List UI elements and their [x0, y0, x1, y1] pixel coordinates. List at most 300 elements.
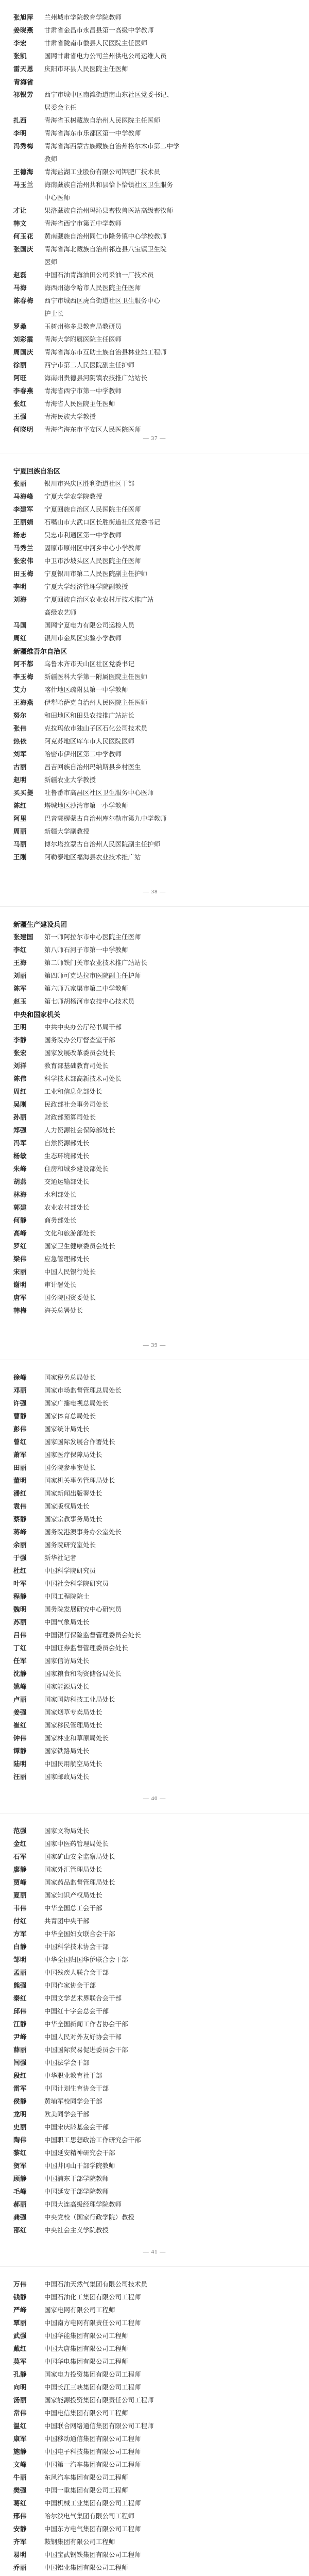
- person-title: 中国作家协会干部: [44, 1982, 96, 1989]
- list-item: [13, 11, 296, 24]
- document-page: [0, 1360, 309, 1814]
- person-title: 民政部社会事务司处长: [44, 1101, 109, 1108]
- person-title: 中国科学技术协会干部: [44, 1943, 109, 1951]
- list-item: [13, 1642, 296, 1655]
- list-item: [13, 63, 296, 76]
- person-title: 中国机械工业集团有限公司工程师: [44, 2500, 141, 2507]
- person-title: 中国银行保险监督管理委员会处长: [44, 1632, 141, 1639]
- person-title: 青海省海北藏族自治州祁连县八宝镇卫生院: [44, 246, 167, 253]
- entry-continuation: 居委会主任: [44, 104, 77, 111]
- person-name: 冯军: [13, 1140, 27, 1147]
- list-item: [13, 619, 296, 632]
- person-name: 段红: [13, 2072, 27, 2079]
- person-name: 余丽: [13, 1541, 27, 1549]
- person-name: 王明: [13, 1024, 27, 1031]
- list-item: [13, 140, 296, 153]
- person-name: 张宏伟: [13, 557, 34, 565]
- person-title: 工业和信息化部处长: [44, 1088, 102, 1095]
- person-title: 国家粮食和物资储备局处长: [44, 1670, 122, 1677]
- list-item: [13, 1616, 296, 1629]
- person-name: 李春燕: [13, 387, 34, 395]
- person-name: 贺军: [13, 2162, 27, 2170]
- person-name: 董明: [13, 1477, 27, 1484]
- entry-continuation: 医师: [44, 259, 58, 266]
- person-title: 海西州德令哈市人民医院主任医师: [44, 284, 141, 292]
- person-title: 中国东方电气集团有限公司工程师: [44, 2526, 141, 2533]
- person-name: 马玉兰: [13, 181, 34, 189]
- person-name: 姚峰: [13, 1683, 27, 1690]
- person-title: 国家宗教事务局处长: [44, 1516, 102, 1523]
- list-item: [13, 1397, 296, 1410]
- person-title: 国家知识产权局处长: [44, 1892, 102, 1899]
- person-title: 鞍钢集团有限公司工程师: [44, 2538, 115, 2546]
- list-item: [13, 697, 296, 709]
- list-item: [13, 735, 296, 748]
- list-item: [13, 568, 296, 581]
- person-title: 中国长江三峡集团有限公司工程师: [44, 2384, 141, 2391]
- person-name: 周红: [13, 635, 27, 642]
- person-title: 阿勒泰地区福海县农业技术推广站: [44, 854, 141, 861]
- person-title: 塔城地区沙湾市第一小学教师: [44, 802, 128, 809]
- person-title: 审计署处长: [44, 1281, 77, 1289]
- person-name: 廖静: [13, 1866, 27, 1873]
- person-name: 郝丽: [13, 2201, 27, 2208]
- list-item: [13, 1578, 296, 1590]
- list-item: [13, 114, 296, 127]
- list-item: [13, 1086, 296, 1098]
- person-name: 严峰: [13, 2307, 27, 2314]
- list-item: [13, 398, 296, 411]
- person-title: 中国浦东干部学院教师: [44, 2175, 109, 2182]
- person-title: 青海省西宁市第五中学教师: [44, 220, 122, 227]
- person-name: 李明: [13, 583, 27, 590]
- person-title: 甘肃省金昌市永昌县第一高级中学教师: [44, 27, 154, 34]
- person-title: 中国电子科技集团有限公司工程师: [44, 2448, 141, 2455]
- list-item: [13, 2185, 296, 2198]
- document-page: [0, 907, 309, 1360]
- entry-continuation: 中心医师: [44, 194, 71, 201]
- page-number: — 40 —: [143, 1795, 166, 1802]
- person-title: 中国一重集团有限公司工程师: [44, 2487, 128, 2494]
- person-name: 张国庆: [13, 246, 34, 253]
- person-name: 吴刚: [13, 1101, 27, 1108]
- person-name: 朱峰: [13, 1165, 27, 1173]
- person-name: 何玉花: [13, 233, 34, 240]
- list-item: [13, 1681, 296, 1693]
- person-title: 自然资源部处长: [44, 1140, 90, 1147]
- person-title: 青海省人民医院主任医师: [44, 400, 115, 408]
- list-item: [13, 1954, 296, 1967]
- list-item: [13, 1111, 296, 1124]
- list-item: [13, 2471, 296, 2484]
- list-item: [13, 748, 296, 761]
- person-name: 李明: [13, 130, 27, 137]
- person-title: 银川市金凤区实验小学教师: [44, 635, 122, 642]
- list-item: [13, 1462, 296, 1475]
- person-title: 欧美同学会干部: [44, 2111, 90, 2118]
- person-title: 西宁市城西区虎台街道社区卫生服务中心: [44, 297, 161, 304]
- person-title: 东风汽车集团有限公司工程师: [44, 2474, 128, 2481]
- person-title: 青海盐湖工业股份有限公司钾肥厂技术员: [44, 168, 161, 176]
- page-number: — 39 —: [143, 1342, 166, 1348]
- list-item: [13, 632, 296, 645]
- person-name: 李玉梅: [13, 673, 34, 681]
- person-name: 赵明: [13, 776, 27, 784]
- list-item: [13, 1253, 296, 1266]
- person-name: 叶军: [13, 1580, 27, 1587]
- list-item: [13, 2173, 296, 2185]
- entry-continuation: 护士长: [44, 310, 64, 317]
- person-name: 艾力: [13, 686, 27, 693]
- person-name: 薛丽: [13, 2046, 27, 2054]
- person-title: 玉树州称多县教育局教研员: [44, 323, 122, 330]
- person-title: 国家机关事务管理局处长: [44, 1477, 115, 1484]
- list-item: [13, 230, 296, 243]
- person-title: 青海省海东市互助土族自治县林业站工程师: [44, 349, 167, 356]
- person-name: 姜强: [13, 1709, 27, 1716]
- person-name: 赵玉: [13, 998, 27, 1005]
- person-name: 刘海: [13, 596, 27, 603]
- person-name: 万伟: [13, 2281, 27, 2288]
- list-item: [13, 2549, 296, 2562]
- person-name: 张宏: [13, 1049, 27, 1057]
- person-title: 西宁市城中区南滩街道南山东社区党委书记、: [44, 91, 174, 98]
- list-item: [13, 1292, 296, 1304]
- person-name: 夏丽: [13, 1892, 27, 1899]
- list-item: [13, 1889, 296, 1902]
- person-title: 国家国际发展合作署处长: [44, 1438, 115, 1446]
- person-name: 蔡静: [13, 1516, 27, 1523]
- list-item: [13, 1487, 296, 1500]
- person-title: 国家新闻出版署处长: [44, 1490, 102, 1497]
- list-item: [13, 385, 296, 398]
- person-title: 甘肃省陇南市徽县人民医院主任医师: [44, 40, 148, 47]
- list-item: [13, 1706, 296, 1719]
- person-title: 固原市原州区中河乡中心小学教师: [44, 545, 141, 552]
- person-name: 李静: [13, 1037, 27, 1044]
- person-name: 杜红: [13, 1567, 27, 1574]
- list-item: [13, 320, 296, 333]
- person-name: 秦红: [13, 1995, 27, 2002]
- list-item: [13, 812, 296, 825]
- person-name: 陈军: [13, 985, 27, 992]
- person-title: 交通运输部处长: [44, 1178, 90, 1185]
- person-name: 范强: [13, 1827, 27, 1835]
- list-item: [13, 2278, 296, 2291]
- list-item: [13, 127, 296, 140]
- person-title: 中国华能集团有限公司工程师: [44, 2332, 128, 2340]
- list-item: [13, 1124, 296, 1137]
- person-title: 中国计划生育协会干部: [44, 2085, 109, 2092]
- person-name: 祁银芳: [13, 91, 34, 98]
- section-heading: 青海省: [13, 78, 34, 86]
- person-name: 王海燕: [13, 699, 34, 706]
- person-name: 施静: [13, 2448, 27, 2455]
- list-item: [13, 282, 296, 295]
- list-item: [13, 2160, 296, 2173]
- person-name: 刘彩霞: [13, 336, 34, 343]
- person-name: 刘洋: [13, 1062, 27, 1070]
- person-name: 罗红: [13, 1243, 27, 1250]
- person-name: 王海: [13, 959, 27, 967]
- person-title: 庆阳市环县人民医院主任医师: [44, 65, 128, 73]
- person-title: 新疆医科大学第一附属医院主任医师: [44, 673, 148, 681]
- person-title: 中共中央办公厅秘书局干部: [44, 1024, 122, 1031]
- list-item: [13, 1928, 296, 1941]
- person-name: 江静: [13, 2021, 27, 2028]
- person-name: 熊强: [13, 1982, 27, 1989]
- person-title: 果洛藏族自治州玛沁县畜牧兽医站高级畜牧师: [44, 207, 174, 214]
- person-name: 常伟: [13, 2410, 27, 2417]
- person-name: 钱静: [13, 2294, 27, 2301]
- person-name: 梁伟: [13, 1256, 27, 1263]
- person-name: 程静: [13, 1593, 27, 1600]
- person-title: 国家邮政局处长: [44, 1773, 90, 1781]
- person-title: 国务院办公厅督查室干部: [44, 1037, 115, 1044]
- person-name: 邓丽: [13, 1387, 27, 1394]
- list-item: [13, 423, 296, 436]
- person-name: 潘红: [13, 1490, 27, 1497]
- person-name: 胡燕: [13, 1178, 27, 1185]
- person-name: 王强: [13, 413, 27, 420]
- person-title: 商务部处长: [44, 1217, 77, 1224]
- list-item: [13, 1073, 296, 1086]
- person-name: 张红: [13, 400, 27, 408]
- section-heading: 新疆生产建设兵团: [13, 921, 67, 928]
- person-name: 刘军: [13, 751, 27, 758]
- person-name: 魏明: [13, 1606, 27, 1613]
- person-title: 国家统计局处长: [44, 1426, 90, 1433]
- person-name: 宋丽: [13, 1268, 27, 1276]
- person-name: 石军: [13, 1853, 27, 1860]
- list-item: [13, 2147, 296, 2160]
- list-item: [13, 1279, 296, 1292]
- person-name: 王德海: [13, 168, 34, 176]
- person-title: 国家烟草专卖局处长: [44, 1709, 102, 1716]
- person-title: 青海省海西蒙古族藏族自治州格尔木市第二中学: [44, 143, 180, 150]
- list-item: [13, 1876, 296, 1889]
- person-title: 中国国际贸易促进委员会干部: [44, 2046, 128, 2054]
- list-item: [13, 2459, 296, 2471]
- person-title: 文化和旅游部处长: [44, 1230, 96, 1237]
- person-name: 马海: [13, 284, 27, 292]
- person-title: 中国宋庆龄基金会干部: [44, 2124, 109, 2131]
- list-item: [13, 2446, 296, 2459]
- list-item: [13, 1176, 296, 1189]
- list-item: [13, 2407, 296, 2420]
- list-item: [13, 1732, 296, 1745]
- list-item: [13, 671, 296, 684]
- person-title: 兰州城市学院教育学院教师: [44, 14, 122, 21]
- person-title: 中国民用航空局处长: [44, 1760, 102, 1768]
- person-title: 中国延安精神研究会干部: [44, 2149, 115, 2157]
- person-name: 许强: [13, 1400, 27, 1407]
- list-item: [13, 2121, 296, 2134]
- list-item: [13, 1590, 296, 1603]
- list-item: [13, 1098, 296, 1111]
- person-name: 龚强: [13, 2214, 27, 2221]
- list-item: [13, 1902, 296, 1915]
- list-item: [13, 37, 296, 50]
- person-title: 中国人民银行处长: [44, 1268, 96, 1276]
- list-item: [13, 2536, 296, 2549]
- person-title: 国家医疗保障局处长: [44, 1451, 102, 1459]
- person-title: 青海省海东市平安区人民医院医师: [44, 426, 141, 433]
- person-name: 牛丽: [13, 2474, 27, 2481]
- person-name: 苏丽: [13, 1619, 27, 1626]
- list-item: [13, 2198, 296, 2211]
- list-item: [13, 658, 296, 671]
- person-title: 国家外汇管理局处长: [44, 1866, 102, 1873]
- person-title: 国网宁夏电力有限公司运检人员: [44, 622, 135, 629]
- person-name: 买买提: [13, 789, 34, 796]
- person-name: 陶伟: [13, 2137, 27, 2144]
- list-item: [13, 2057, 296, 2070]
- person-name: 陈伟: [13, 1075, 27, 1082]
- list-item: [13, 1771, 296, 1784]
- person-title: 中国铝业集团有限公司工程师: [44, 2564, 128, 2571]
- person-title: 中华全国新闻工作者协会干部: [44, 2021, 128, 2028]
- list-item: [13, 2224, 296, 2237]
- person-name: 周红: [13, 1088, 27, 1095]
- list-item: [13, 346, 296, 359]
- person-name: 葛红: [13, 2500, 27, 2507]
- list-item: [13, 24, 296, 37]
- list-item: [13, 1825, 296, 1838]
- list-item: [13, 217, 296, 230]
- person-title: 国务院发展研究中心研究员: [44, 1606, 122, 1613]
- list-item: [13, 1758, 296, 1771]
- person-name: 何晓明: [13, 426, 34, 433]
- person-title: 中国石油化工集团有限公司工程师: [44, 2294, 141, 2301]
- list-item: [13, 2381, 296, 2394]
- person-name: 沈静: [13, 1670, 27, 1677]
- list-item: [13, 774, 296, 787]
- list-item: [13, 2510, 296, 2523]
- person-title: 国务院港澳事务办公室处长: [44, 1529, 122, 1536]
- person-title: 博尔塔拉蒙古自治州人民医院副主任护师: [44, 841, 161, 848]
- person-title: 应急管理部处长: [44, 1256, 90, 1263]
- person-title: 国务院国资委处长: [44, 1294, 96, 1301]
- person-name: 姜晓燕: [13, 27, 34, 34]
- person-name: 韩梅: [13, 1307, 27, 1314]
- person-name: 马海峰: [13, 493, 34, 500]
- person-title: 中国职工思想政治工作研究会干部: [44, 2137, 141, 2144]
- person-name: 周丽: [13, 828, 27, 835]
- person-name: 龙明: [13, 2111, 27, 2118]
- person-title: 新疆大学副教授: [44, 828, 90, 835]
- person-name: 袁伟: [13, 1503, 27, 1510]
- person-name: 方军: [13, 1930, 27, 1938]
- list-item: [13, 2095, 296, 2108]
- person-title: 和田地区和田县农技推广站站长: [44, 712, 135, 719]
- person-name: 冯秀梅: [13, 143, 34, 150]
- list-item: [13, 1150, 296, 1163]
- list-item: [13, 957, 296, 970]
- person-name: 韩文: [13, 220, 27, 227]
- list-item: [13, 1526, 296, 1539]
- person-name: 邱伟: [13, 2008, 27, 2015]
- person-name: 樊强: [13, 2487, 27, 2494]
- person-name: 曾红: [13, 1438, 27, 1446]
- person-name: 古丽: [13, 764, 27, 771]
- person-title: 国家电网有限公司工程师: [44, 2307, 115, 2314]
- list-item: [13, 2304, 296, 2317]
- person-name: 萧军: [13, 1451, 27, 1459]
- list-item: [13, 2330, 296, 2343]
- list-item: [13, 995, 296, 1008]
- list-item: [13, 1851, 296, 1863]
- person-title: 中国法学会干部: [44, 2059, 90, 2066]
- person-name: 邵红: [13, 2227, 27, 2234]
- person-title: 海南州贵德县河阴镇农技推广站站长: [44, 375, 148, 382]
- list-item: [13, 851, 296, 864]
- list-item: [13, 1668, 296, 1681]
- person-name: 蒋峰: [13, 1529, 27, 1536]
- person-title: 巴音郭楞蒙古自治州库尔勒市第九中学教师: [44, 815, 167, 822]
- person-title: 中国移动通信集团有限公司工程师: [44, 2435, 141, 2443]
- list-item: [13, 1034, 296, 1047]
- person-title: 中国联合网络通信集团有限公司工程师: [44, 2422, 154, 2430]
- person-title: 国家发展改革委员会处长: [44, 1049, 115, 1057]
- person-name: 付红: [13, 1918, 27, 1925]
- person-name: 田丽: [13, 1464, 27, 1471]
- person-name: 彭伟: [13, 1426, 27, 1433]
- person-title: 国家卫生健康委员会处长: [44, 1243, 115, 1250]
- list-item: [13, 2070, 296, 2082]
- person-name: 马国: [13, 622, 27, 629]
- person-name: 徐丽: [13, 362, 27, 369]
- page-number: — 37 —: [143, 435, 166, 442]
- person-name: 阿里: [13, 815, 27, 822]
- list-item: [13, 2082, 296, 2095]
- entry-continuation: 教师: [44, 156, 58, 163]
- list-item: [13, 1214, 296, 1227]
- list-item: [13, 1941, 296, 1954]
- list-item: [13, 1423, 296, 1436]
- person-name: 李红: [13, 946, 27, 954]
- person-name: 贾峰: [13, 1879, 27, 1886]
- person-name: 田玉梅: [13, 570, 34, 578]
- list-item: [13, 2562, 296, 2574]
- person-title: 国家市场监督管理总局处长: [44, 1387, 122, 1394]
- list-item: [13, 2044, 296, 2057]
- list-item: [13, 333, 296, 346]
- list-item: [13, 2394, 296, 2407]
- person-title: 第七师胡杨河市农技中心技术员: [44, 998, 135, 1005]
- list-item: [13, 944, 296, 957]
- list-item: [13, 2433, 296, 2446]
- list-item: [13, 1603, 296, 1616]
- person-title: 中华全国归国华侨联合会干部: [44, 1956, 128, 1963]
- person-name: 刘丽: [13, 972, 27, 979]
- person-title: 吴忠市利通区第一中学教师: [44, 532, 122, 539]
- person-title: 青海民族大学教授: [44, 413, 96, 420]
- list-item: [13, 205, 296, 217]
- list-item: [13, 295, 296, 308]
- list-item: [13, 1304, 296, 1317]
- person-name: 齐军: [13, 2538, 27, 2546]
- person-title: 科学技术部高新技术司处长: [44, 1075, 122, 1082]
- person-name: 于强: [13, 1554, 27, 1562]
- person-title: 青海省海东市乐都区第一中学教师: [44, 130, 141, 137]
- person-title: 石嘴山市大武口区长胜街道社区党委书记: [44, 519, 161, 526]
- list-item: [13, 1047, 296, 1060]
- list-item: [13, 529, 296, 542]
- list-item: [13, 1719, 296, 1732]
- list-item: [13, 2317, 296, 2330]
- person-title: 中国科学院研究员: [44, 1567, 96, 1574]
